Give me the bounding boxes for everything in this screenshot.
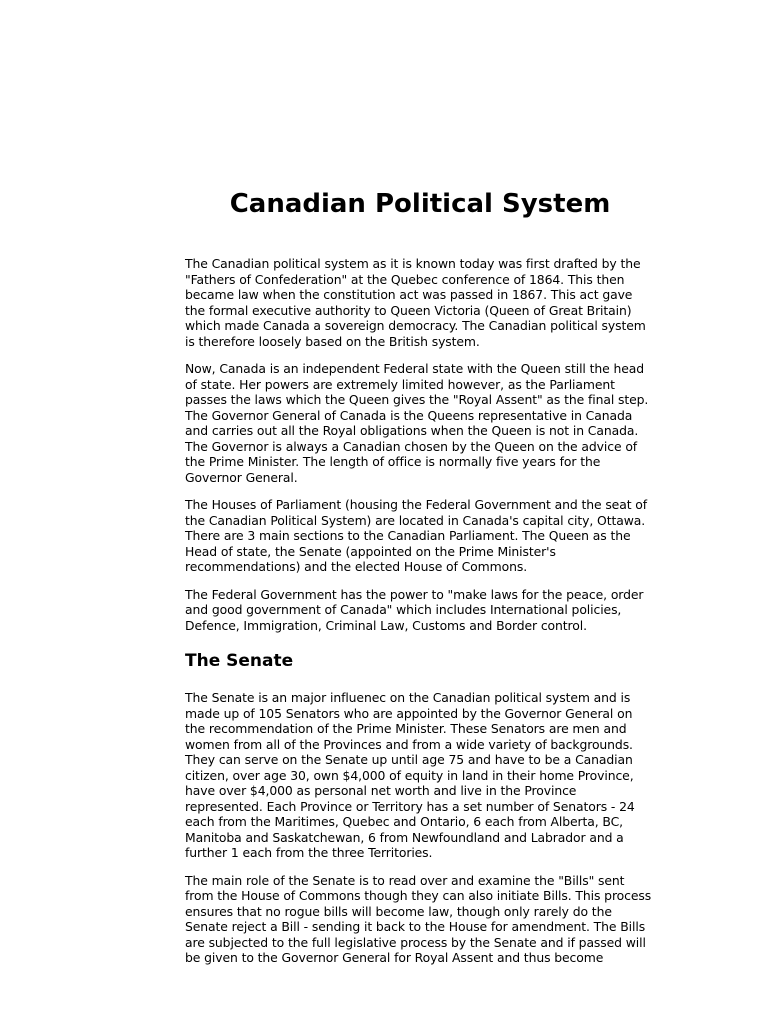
section-heading-senate: The Senate xyxy=(185,651,294,671)
intro-paragraph-2: Now, Canada is an independent Federal state with the Queen still the head of state. Her powers are extremely limited however, as the Parliament passes the laws which the Queen gives the "Royal Assent" as the final step. The Governor General of Canada is the Queens representative in Canada and carries out all the Royal obligations when the Queen is not in Canada. The Governor is always a Canadian chosen by the Queen on the advice of the Prime Minister. The length of office is normally five years for the Governor General. xyxy=(185,361,649,485)
document-page xyxy=(185,187,655,978)
senate-paragraph-2: The main role of the Senate is to read over and examine the "Bills" sent from the House of Commons though they can also initiate Bills. This process ensures that no rogue bills will become law, though only rarely do the Senate reject a Bill - sending it back to the House for amendment. The Bills are subjected to the full legislative process by the Senate and if passed will be given to the Governor General for Royal Assent and thus become xyxy=(185,872,652,965)
senate-section xyxy=(185,690,655,966)
senate-paragraph-1: The Senate is an major influenec on the Canadian political system and is made up of 105 Senators who are appointed by the Governor General on the recommendation of the Prime Minister. These Senators are men and women from all of the Provinces and from a wide variety of backgrounds. They can serve on the Senate up until age 75 and have to be a Canadian citizen, over age 30, own $4,000 of equity in land in their home Province, have over $4,000 as personal net worth and live in the Province represented. Each Province or Territory has a set number of Senators - 24 each from the Maritimes, Quebec and Ontario, 6 each from Alberta, BC, Manitoba and Saskatchewan, 6 from Newfoundland and Labrador and a further 1 each from the three Territories. xyxy=(185,690,635,860)
intro-paragraph-1: The Canadian political system as it is known today was first drafted by the "Fathers of Confederation" at the Quebec conference of 1864. This then became law when the constitution act was passed in 1867. This act gave the formal executive authority to Queen Victoria (Queen of Great Britain) which made Canada a sovereign democracy. The Canadian political system is therefore loosely based on the British system. xyxy=(185,256,646,349)
page-title: Canadian Political System xyxy=(229,189,611,219)
intro-section xyxy=(185,256,655,633)
intro-paragraph-4: The Federal Government has the power to "make laws for the peace, order and good government of Canada" which includes International policies, Defence, Immigration, Criminal Law, Customs and Border control. xyxy=(185,586,644,633)
intro-paragraph-3: The Houses of Parliament (housing the Federal Government and the seat of the Canadian Political System) are located in Canada's capital city, Ottawa. There are 3 main sections to the Canadian Parliament. The Queen as the Head of state, the Senate (appointed on the Prime Minister's recommendations) and the elected House of Commons. xyxy=(185,497,648,574)
